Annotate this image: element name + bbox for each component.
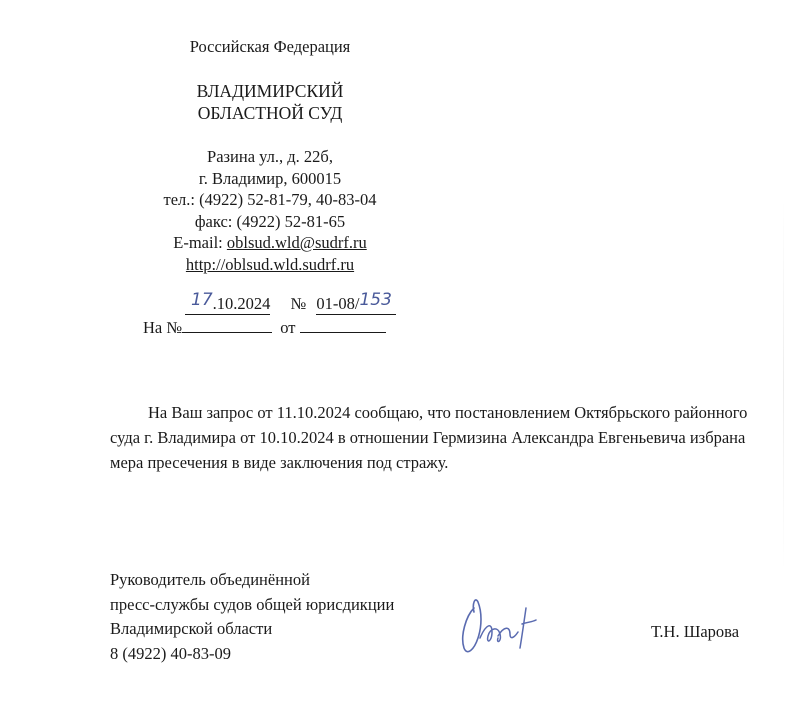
website-line: [130, 254, 410, 276]
court-contacts: [130, 146, 410, 275]
scan-edge-shadow: [783, 200, 784, 570]
court-name-line2: ОБЛАСТНОЙ СУД: [197, 102, 343, 123]
letterhead: [130, 36, 410, 58]
position-line3: Владимирской области: [110, 619, 273, 638]
handwritten-day: 17: [191, 290, 213, 310]
position-line2: пресс-службы судов общей юрисдикции: [110, 594, 395, 614]
reply-number-blank: [182, 318, 272, 333]
letter-body: [110, 400, 770, 475]
fax-number: факс: (4922) 52-81-65: [194, 211, 346, 231]
outgoing-number: [316, 290, 396, 315]
reply-number-label: На №: [143, 318, 183, 337]
handwritten-number: 153: [359, 290, 392, 310]
email-line: [130, 232, 410, 254]
body-paragraph: На Ваш запрос от 11.10.2024 сообщаю, что постановлением Октябрьского районного суда г. Владимира от 10.10.2024 в отношении Гермизина Александра Евгеньевича избрана мера пресечения в виде заключения под стражу.: [110, 403, 748, 472]
email-label: E-mail:: [173, 233, 227, 252]
handwritten-signature: [452, 588, 552, 663]
website-link[interactable]: http://oblsud.wld.sudrf.ru: [185, 254, 355, 274]
email-link[interactable]: oblsud.wld@sudrf.ru: [226, 233, 367, 252]
contact-phone: 8 (4922) 40-83-09: [110, 643, 231, 663]
reply-reference: [143, 318, 386, 338]
reply-date-blank: [300, 318, 386, 333]
country-name: Российская Федерация: [189, 37, 351, 56]
position-line1: Руководитель объединённой: [110, 570, 310, 589]
outgoing-date: [185, 290, 271, 315]
outgoing-reference: [185, 290, 396, 315]
court-name-line1: ВЛАДИМИРСКИЙ: [196, 81, 344, 101]
signer-name: Т.Н. Шарова: [651, 622, 740, 641]
number-label: №: [290, 294, 307, 313]
address-city: г. Владимир, 600015: [198, 168, 342, 188]
printed-number: 01-08/: [316, 294, 360, 313]
court-name: [130, 81, 410, 124]
printed-date: .10.2024: [212, 294, 271, 313]
phone-numbers: тел.: (4922) 52-81-79, 40-83-04: [163, 190, 377, 209]
address-street: Разина ул., д. 22б,: [207, 147, 333, 166]
reply-from-label: от: [280, 318, 296, 337]
signature-block: [110, 568, 394, 666]
